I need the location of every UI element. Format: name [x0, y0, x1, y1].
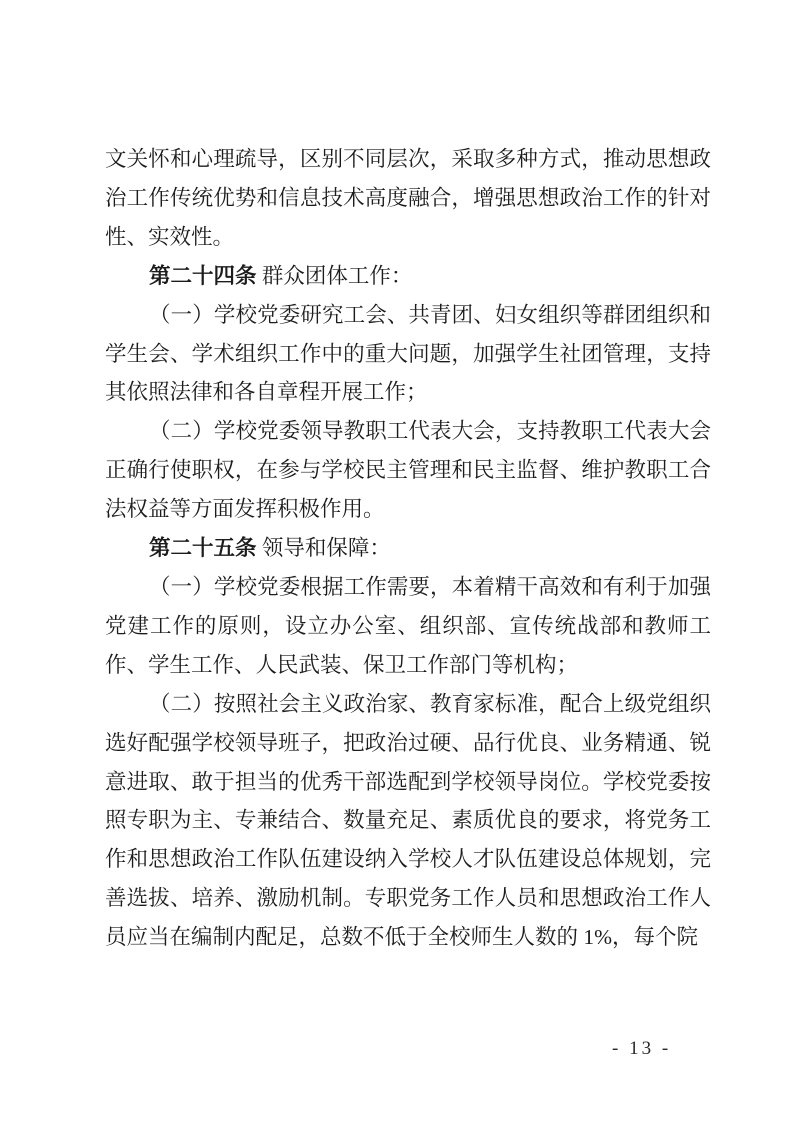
article-25-item-1 — [105, 568, 711, 685]
article-number-label: 第二十五条 — [149, 536, 257, 561]
paragraph-text: 群众团体工作： — [256, 263, 413, 288]
paragraph-text: （一）学校党委研究工会、共青团、妇女组织等群团组织和学生会、学术组织工作中的重大问题，加强学生社团管理，支持其依照法律和各自章程开展工作； — [105, 302, 711, 405]
article-25-heading — [105, 529, 711, 568]
article-25-item-2 — [105, 685, 711, 957]
page-number: - 13 - — [612, 1038, 672, 1059]
document-body — [105, 140, 711, 957]
paragraph-text: 文关怀和心理疏导，区别不同层次，采取多种方式，推动思想政治工作传统优势和信息技术高度融合，增强思想政治工作的针对性、实效性。 — [105, 147, 711, 249]
paragraph-continuation — [105, 140, 711, 257]
paragraph-text: （二）学校党委领导教职工代表大会，支持教职工代表大会正确行使职权，在参与学校民主管理和民主监督、维护教职工合法权益等方面发挥积极作用。 — [105, 419, 711, 522]
paragraph-text: （二）按照社会主义政治家、教育家标准，配合上级党组织选好配强学校领导班子，把政治过硬、品行优良、业务精通、锐意进取、敢于担当的优秀干部选配到学校领导岗位。学校党委按照专职为主、专兼结合、数量充足、素质优良的要求，将党务工作和思想政治工作队伍建设纳入学校人才队伍建设总体规划，完善选拔、培养、激励机制。专职党务工作人员和思想政治工作人员应当在编制内配足，总数不低于全校师生人数的 1%，每个院 — [105, 691, 711, 950]
article-24-item-1 — [105, 296, 711, 413]
paragraph-text: （一）学校党委根据工作需要，本着精干高效和有利于加强党建工作的原则，设立办公室、组织部、宣传统战部和教师工作、学生工作、人民武装、保卫工作部门等机构； — [105, 574, 711, 677]
article-number-label: 第二十四条 — [149, 263, 257, 288]
article-24-heading — [105, 257, 711, 296]
article-24-item-2 — [105, 412, 711, 529]
paragraph-text: 领导和保障： — [256, 536, 391, 561]
